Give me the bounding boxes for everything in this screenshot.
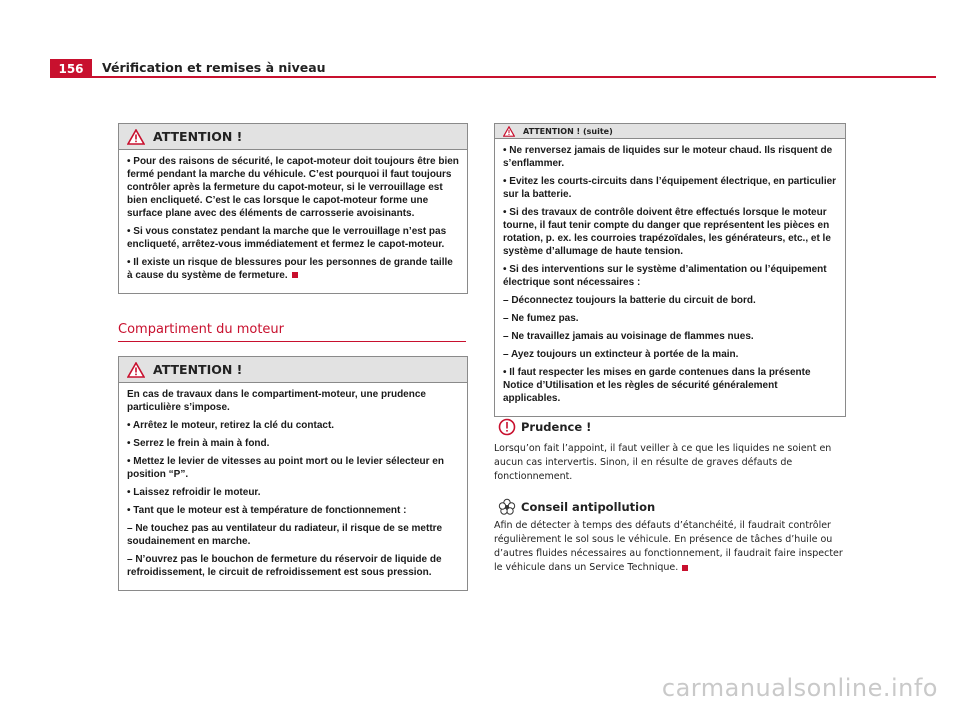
warning-paragraph: • Evitez les courts-circuits dans l’équipement électrique, en particulier sur la batterie. — [503, 176, 837, 200]
warning-paragraph: • Serrez le frein à main à fond. — [127, 438, 270, 449]
warning-paragraph: – Ne touchez pas au ventilateur du radiateur, il risque de se mettre soudainement en marche. — [127, 523, 443, 547]
warning-title: ATTENTION ! (suite) — [523, 126, 613, 136]
warning-paragraph-text: • Il existe un risque de blessures pour les personnes de grande taille à cause du système de fermeture. — [127, 257, 453, 281]
warning-paragraph: – Ne travaillez jamais au voisinage de flammes nues. — [503, 331, 754, 342]
warning-paragraph: • Ne renversez jamais de liquides sur le moteur chaud. Ils risquent de s’enflammer. — [503, 145, 833, 169]
caution-text: Lorsqu’on fait l’appoint, il faut veiller à ce que les liquides ne soient en aucun cas intervertis. Sinon, il en résulte de graves défauts de fonctionnement. — [494, 443, 832, 482]
warning-box-header — [495, 124, 845, 139]
caution-title: Prudence ! — [521, 420, 592, 434]
flower-environment-icon — [498, 498, 516, 516]
warning-body — [495, 139, 845, 416]
page-number: 156 — [50, 59, 92, 78]
warning-paragraph: • Arrêtez le moteur, retirez la clé du contact. — [127, 420, 335, 431]
warning-paragraph: En cas de travaux dans le compartiment-moteur, une prudence particulière s’impose. — [127, 389, 426, 413]
warning-box-hood — [118, 123, 468, 294]
warning-paragraph: • Si des travaux de contrôle doivent être effectués lorsque le moteur tourne, il faut tenir compte du danger que représentent les pièces en rotation, p. ex. les courroies trapézoïdales, les générateurs, etc., et le système d’allumage de haute tension. — [503, 207, 831, 257]
warning-box-engine — [118, 356, 468, 591]
warning-paragraph: – N’ouvrez pas le bouchon de fermeture du réservoir de liquide de refroidissement, le circuit de refroidissement est sous pression. — [127, 554, 442, 578]
caution-heading — [498, 418, 591, 436]
warning-paragraph: – Ayez toujours un extincteur à portée de la main. — [503, 349, 739, 360]
warning-paragraph: • Si vous constatez pendant la marche que le verrouillage n’est pas encliqueté, arrêtez-vous immédiatement et fermez le capot-moteur. — [127, 226, 447, 250]
warning-box-header — [119, 357, 467, 383]
caution-exclamation-icon — [498, 418, 516, 436]
environment-title: Conseil antipollution — [521, 500, 656, 514]
warning-box-continued — [494, 123, 846, 417]
warning-body — [119, 383, 467, 590]
warning-title: ATTENTION ! — [153, 129, 243, 144]
warning-title: ATTENTION ! — [153, 362, 243, 377]
warning-paragraph: • Il faut respecter les mises en garde contenues dans la présente Notice d’Utilisation et les règles de sécurité généralement applicables. — [503, 367, 811, 404]
end-mark-icon — [682, 565, 688, 571]
section-rule — [118, 341, 466, 342]
environment-text — [494, 519, 844, 575]
environment-heading — [498, 498, 655, 516]
warning-paragraph: • Tant que le moteur est à température de fonctionnement : — [127, 505, 407, 516]
running-title: Vérification et remises à niveau — [102, 60, 326, 75]
warning-triangle-icon — [127, 129, 145, 145]
warning-triangle-icon — [127, 362, 145, 378]
warning-triangle-icon — [503, 126, 515, 137]
warning-paragraph: • Si des interventions sur le système d’alimentation ou l’équipement électrique sont nécessaires : — [503, 264, 827, 288]
section-title: Compartiment du moteur — [118, 322, 285, 337]
header-rule — [50, 76, 936, 78]
warning-paragraph: – Déconnectez toujours la batterie du circuit de bord. — [503, 295, 756, 306]
end-mark-icon — [292, 272, 298, 278]
warning-paragraph: • Mettez le levier de vitesses au point mort ou le levier sélecteur en position “P”. — [127, 456, 444, 480]
warning-paragraph: • Pour des raisons de sécurité, le capot-moteur doit toujours être bien fermé pendant la marche du véhicule. C’est pourquoi il faut toujours contrôler après la fermeture du capot-moteur, si le verrouillage est bien encliqueté. C’est le cas lorsque le capot-moteur forme une surface plane avec des éléments de carrosserie avoisinants. — [127, 156, 459, 219]
warning-box-header — [119, 124, 467, 150]
warning-paragraph — [127, 256, 459, 282]
warning-body — [119, 150, 467, 293]
warning-paragraph: – Ne fumez pas. — [503, 313, 579, 324]
environment-text-body: Afin de détecter à temps des défauts d’étanchéité, il faudrait contrôler régulièrement le sol sous le véhicule. En présence de tâches d’huile ou d’autres fluides nécessaires au fonctionnement, il faudrait faire inspecter le véhicule dans un Service Technique. — [494, 520, 843, 573]
warning-paragraph: • Laissez refroidir le moteur. — [127, 487, 261, 498]
watermark: carmanualsonline.info — [661, 674, 938, 702]
